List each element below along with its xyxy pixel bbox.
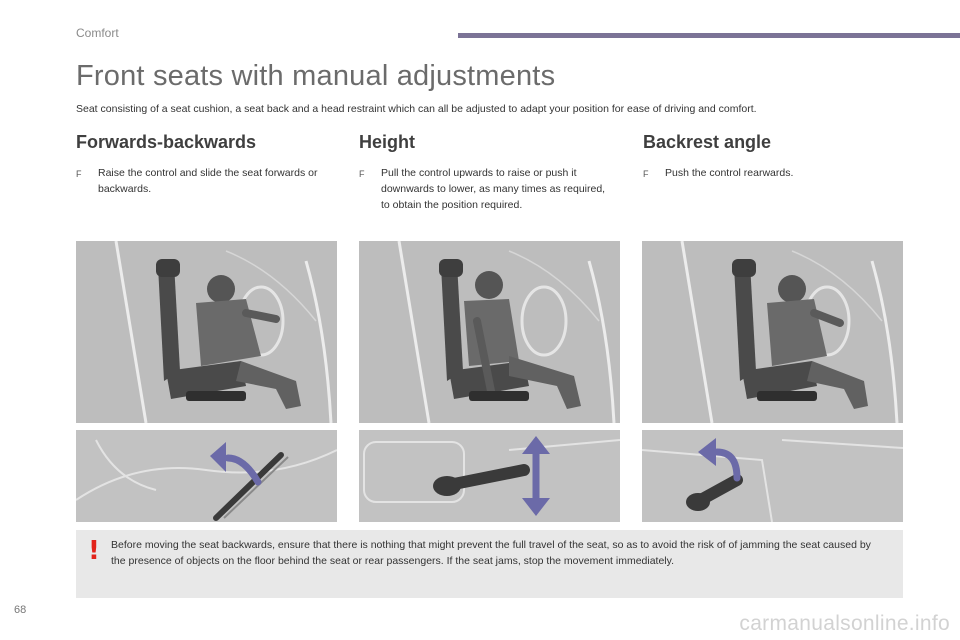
control-detail-backrest [642, 430, 903, 522]
seat-illustration-backrest [642, 241, 903, 423]
watermark: carmanualsonline.info [739, 612, 950, 635]
instruction-text: Push the control rearwards. [665, 167, 794, 179]
bullet-marker: F [643, 169, 649, 179]
column-heading: Backrest angle [643, 132, 772, 152]
instruction-step [76, 165, 326, 197]
instruction-text: Raise the control and slide the seat forwards or backwards. [98, 167, 318, 195]
control-detail-forwards-backwards [76, 430, 337, 522]
column-heading: Forwards-backwards [76, 132, 257, 152]
instruction-text: Pull the control upwards to raise or push it downwards to lower, as many times as required, to obtain the position required. [381, 167, 606, 211]
warning-text: Before moving the seat backwards, ensure that there is nothing that might prevent the full travel of the seat, so as to avoid the risk of of jamming the seat caused by the presence of objects on the floor behind the seat or rear passengers. If the seat jams, stop the movement immediately. [111, 539, 871, 567]
intro-text: Seat consisting of a seat cushion, a seat back and a head restraint which can all be adjusted to adapt your position for ease of driving and comfort. [76, 103, 757, 115]
column-forwards-backwards [76, 132, 326, 197]
page-number: 68 [14, 604, 27, 616]
column-backrest-angle [643, 132, 893, 182]
section-label: Comfort [76, 26, 119, 40]
bullet-marker: F [359, 169, 365, 179]
warning-box [76, 530, 903, 598]
instruction-step [359, 165, 609, 213]
seat-illustration-forwards-backwards [76, 241, 337, 423]
page-title: Front seats with manual adjustments [76, 60, 556, 92]
warning-icon: ! [88, 536, 100, 566]
seat-illustration-height [359, 241, 620, 423]
instruction-step [643, 165, 893, 182]
control-detail-height [359, 430, 620, 522]
column-heading: Height [359, 132, 415, 152]
section-accent-bar [458, 33, 960, 38]
bullet-marker: F [76, 169, 82, 179]
column-height [359, 132, 609, 213]
